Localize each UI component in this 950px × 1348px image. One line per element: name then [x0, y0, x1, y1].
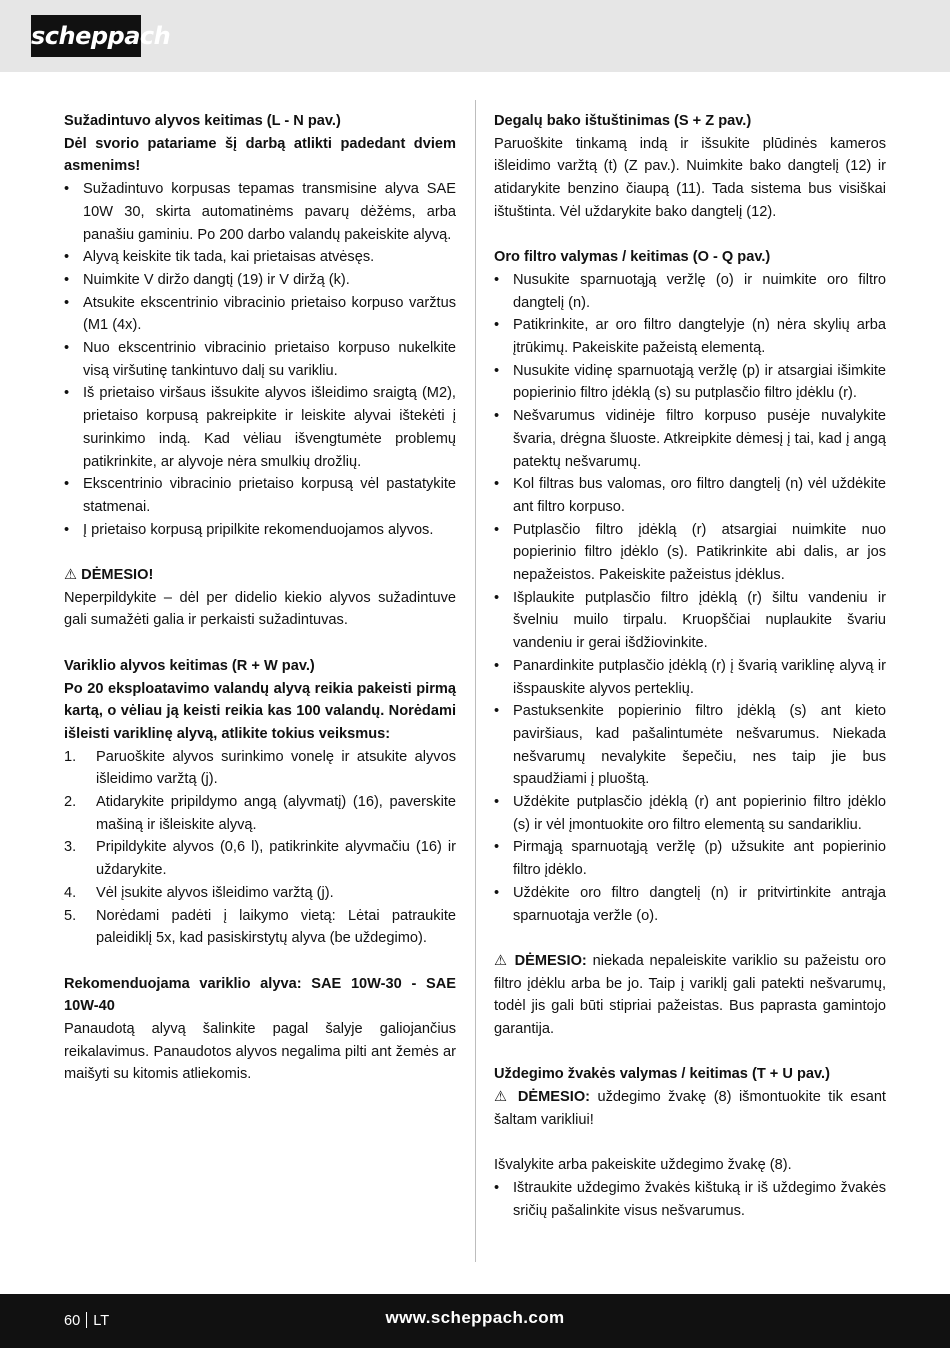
list-item: • Alyvą keiskite tik tada, kai prietaisas atvėsęs. [64, 246, 456, 269]
step-item [64, 882, 456, 905]
list-item: • Nešvarumus vidinėje filtro korpuso pusėje nuvalykite švaria, drėgna šluoste. Atkreipkite dėmesį į tai, kad į angą patektų nešvarumų. [494, 405, 886, 473]
list-item: • Atsukite ekscentrinio vibracinio prietaiso korpuso varžtus (M1 (4x). [64, 292, 456, 337]
step-item [64, 905, 456, 950]
left-column [64, 110, 456, 1086]
list-item: • Putplasčio filtro įdėklą (r) atsargiai nuimkite nuo popierinio filtro įdėklo (s). Patikrinkite abi dalis, ar jos nepažeistos. Pakeiskite pažeistus įdėklus. [494, 519, 886, 587]
list-item: • Ištraukite uždegimo žvakės kištuką ir iš uždegimo žvakės sričių pašalinkite visus nešvarumus. [494, 1177, 886, 1222]
list-item: • Pastuksenkite popierinio filtro įdėklą (s) ant kieto paviršiaus, kad pašalintumėte nešvarumus. Niekada nešvarumų nevalykite šepečiu, nes taip jie bus spaudžiami į pluoštą. [494, 700, 886, 791]
section-title-air-filter: Oro filtro valymas / keitimas (O - Q pav.) [494, 249, 771, 266]
list-item: • Kol filtras bus valomas, oro filtro dangtelį (n) vėl uždėkite ant filtro korpuso. [494, 473, 886, 518]
warning-label: DĖMESIO: [514, 952, 587, 969]
section-title-exciter-oil: Sužadintuvo alyvos keitimas (L - N pav.) [64, 113, 341, 129]
list-item: • Patikrinkite, ar oro filtro dangtelyje (n) nėra skylių arba įtrūkimų. Pakeiskite pažeistą elementą. [494, 314, 886, 359]
list-item: • Į prietaiso korpusą pripilkite rekomenduojamos alyvos. [64, 519, 456, 542]
step-number: 4. [64, 884, 77, 901]
page-number-value: 60 [64, 1313, 81, 1329]
spark-plug-text: Išvalykite arba pakeiskite uždegimo žvakę (8). [494, 1157, 792, 1174]
list-item: • Nusukite vidinę sparnuotąją veržlę (p) ir atsargiai išimkite popierinio filtro įdėklą (s) su putplasčio filtro įdėklu (r). [494, 360, 886, 405]
list-item: • Panardinkite putplasčio įdėklą (r) į švarią variklinę alyvą ir išspauskite alyvos perteklių. [494, 655, 886, 700]
fuel-tank-text: Paruoškite tinkamą indą ir išsukite plūdinės kameros išleidimo varžtą (t) (Z pav.). Nuimkite bako dangtelį (12) ir atidarykite benzino čiaupą (11). Tada sistema bus visiškai ištuštinta. Vėl uždarykite bako dangtelį (12). [494, 135, 886, 220]
step-item [64, 746, 456, 791]
step-item [64, 791, 456, 836]
list-item: • Uždėkite oro filtro dangtelį (n) ir pritvirtinkite antrąja sparnuotąja veržle (o). [494, 882, 886, 927]
warning-label: DĖMESIO: [517, 1089, 591, 1106]
section-title-fuel-tank: Degalų bako ištuštinimas (S + Z pav.) [494, 113, 752, 129]
list-item: • Ekscentrinio vibracinio prietaiso korpusą vėl pastatykite statmenai. [64, 473, 456, 518]
warning-triangle-icon: ⚠ [494, 952, 509, 969]
step-number: 1. [64, 748, 77, 765]
section-lead-exciter-oil: Dėl svorio patariame šį darbą atlikti padedant dviem asmenims! [64, 135, 456, 175]
section-title-recommended-oil: Rekomenduojama variklio alyva: SAE 10W-30 - SAE 10W-40 [64, 975, 456, 1015]
section-title-spark-plug: Uždegimo žvakės valymas / keitimas (T + U pav.) [494, 1066, 830, 1083]
language-code: LT [93, 1313, 110, 1329]
step-item [64, 836, 456, 881]
engine-oil-steps [64, 746, 456, 950]
step-number: 3. [64, 839, 77, 856]
step-number: 2. [64, 794, 77, 811]
warning-triangle-icon: ⚠ [64, 567, 78, 584]
section-lead-engine-oil: Po 20 eksploatavimo valandų alyvą reikia pakeisti pirmą kartą, o vėliau ją keisti reikia kas 100 valandų. Norėdami išleisti variklinę alyvą, atlikite tokius veiksmus: [64, 680, 456, 742]
list-item: • Uždėkite putplasčio įdėklą (r) ant popierinio filtro įdėklo (s) ir vėl įmontuokite oro filtro elementą su sandarikliu. [494, 791, 886, 836]
list-item: • Sužadintuvo korpusas tepamas transmisine alyva SAE 10W 30, skirta automatinėms pavarų dėžėms, arba panašiu gaminiu. Po 200 darbo valandų pakeiskite alyvą. [64, 178, 456, 246]
scheppach-logo: scheppach [31, 15, 141, 57]
column-divider [475, 100, 476, 1262]
recommended-oil-text: Panaudotą alyvą šalinkite pagal šalyje galiojančius reikalavimus. Panaudotos alyvos negalima pilti ant žemės ar maišyti su kitomis atliekomis. [64, 1021, 456, 1083]
list-item: • Iš prietaiso viršaus išsukite alyvos išleidimo sraigtą (M2), prietaiso korpusą pakreipkite ir leiskite alyvai ištekėti į surinkimo indą. Kad vėliau išvengtumėte problemų patikrinkite, ar alyvoje nėra smulkių drožlių. [64, 382, 456, 473]
step-text: Norėdami padėti į laikymo vietą: Lėtai patraukite paleidiklį 5x, kad pasiskirstytų alyva (be uždegimo). [96, 907, 456, 947]
step-text: Pripildykite alyvos (0,6 l), patikrinkite alyvmačiu (16) ir uždarykite. [96, 839, 456, 879]
warning-paragraph [494, 950, 886, 1041]
page-footer [0, 1294, 950, 1348]
page-header [0, 0, 950, 72]
step-text: Vėl įsukite alyvos išleidimo varžtą (j). [96, 884, 334, 901]
step-text: Atidarykite pripildymo angą (alyvmatį) (16), paverskite mašiną ir išleiskite alyvą. [96, 794, 456, 833]
list-item: • Nuo ekscentrinio vibracinio prietaiso korpuso nukelkite visą viršutinę tankintuvo dalį su varikliu. [64, 337, 456, 382]
warning-label: DĖMESIO! [81, 567, 154, 584]
step-number: 5. [64, 907, 77, 924]
spark-plug-list [494, 1177, 886, 1222]
list-item: • Išplaukite putplasčio filtro įdėklą (r) šiltu vandeniu ir švelniu muilo tirpalu. Kruopščiai nuplaukite švariu vandeniu ir gerai išdžiovinkite. [494, 587, 886, 655]
warning-paragraph [494, 1086, 886, 1131]
list-item: • Pirmąją sparnuotąją veržlę (p) užsukite ant popierinio filtro įdėklo. [494, 836, 886, 881]
section-title-engine-oil: Variklio alyvos keitimas (R + W pav.) [64, 657, 315, 674]
warning-text: niekada nepaleiskite variklio su pažeistu oro filtro įdėklu arba be jo. Taip į variklį gali patekti nešvarumų, todėl jis gali būti stipriai pažeistas. Bus paprasta gamintojo garantija. [494, 952, 886, 1038]
warning-text: Neperpildykite – dėl per didelio kiekio alyvos sužadintuve gali sumažėti galia ir perkaisti sužadintuvas. [64, 589, 456, 629]
website-url: www.scheppach.com [385, 1308, 565, 1327]
list-item: • Nusukite sparnuotąją veržlę (o) ir nuimkite oro filtro dangtelį (n). [494, 269, 886, 314]
warning-heading [64, 564, 456, 587]
right-column [494, 110, 886, 1222]
list-item: • Nuimkite V diržo dangtį (19) ir V diržą (k). [64, 269, 456, 292]
warning-text: uždegimo žvakę (8) išmontuokite tik esant šaltam varikliui! [494, 1089, 886, 1128]
exciter-oil-list [64, 178, 456, 541]
step-text: Paruoškite alyvos surinkimo vonelę ir atsukite alyvos išleidimo varžtą (j). [96, 748, 456, 788]
air-filter-list [494, 269, 886, 927]
warning-triangle-icon: ⚠ [494, 1089, 511, 1106]
